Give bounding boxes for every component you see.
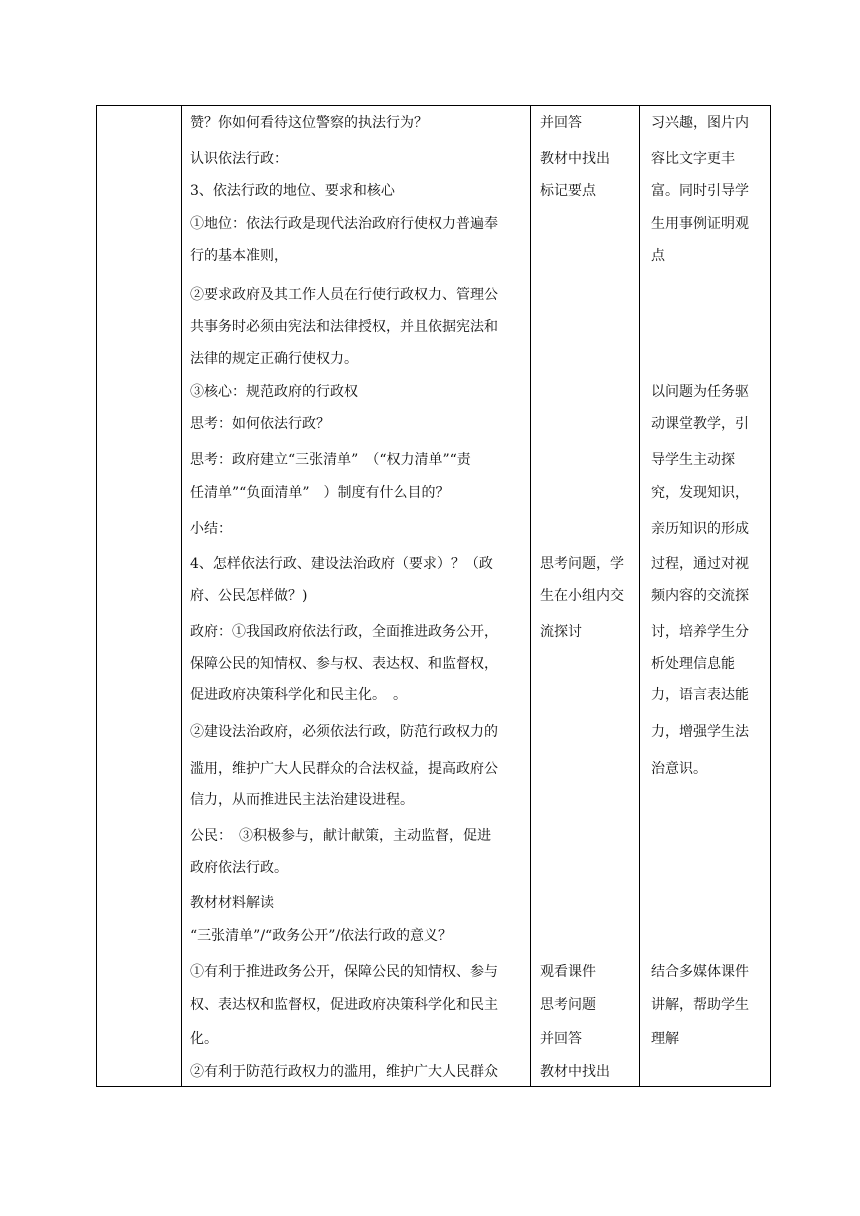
content-line: 法律的规定正确行使权力。 — [190, 351, 358, 367]
content-line: 促进政府决策科学化和民主化。 。 — [190, 687, 407, 703]
intent-line: 结合多媒体课件 — [651, 964, 749, 980]
content-line: 信力，从而推进民主法治建设进程。 — [190, 792, 414, 808]
intent-line: 治意识。 — [651, 761, 707, 777]
intent-line: 富。同时引导学 — [651, 183, 749, 199]
intent-line: 究，发现知识， — [651, 485, 749, 501]
teaching-content-cell — [182, 106, 531, 1087]
content-line: 政府：①我国政府依法行政，全面推进政务公开， — [190, 624, 498, 640]
empty-cell — [97, 106, 182, 1087]
activity-line: 生在小组内交 — [540, 588, 624, 604]
intent-line: 导学生主动探 — [651, 452, 735, 468]
content-line: 思考：如何依法行政？ — [190, 416, 330, 432]
activity-line: 流探讨 — [540, 624, 582, 640]
content-line: ③核心：规范政府的行政权 — [190, 384, 358, 400]
intent-line: 力，语言表达能 — [651, 687, 749, 703]
activity-line: 思考问题 — [540, 997, 596, 1013]
activity-line: 教材中找出 — [540, 151, 610, 167]
design-intent-cell — [640, 106, 771, 1087]
content-line: 权、表达权和监督权，促进政府决策科学化和民主 — [190, 997, 498, 1013]
content-line: ②建设法治政府，必须依法行政，防范行政权力的 — [190, 724, 498, 740]
content-line: 思考：政府建立“三张清单” （“权力清单”“责 — [190, 452, 471, 468]
student-activity-cell — [531, 106, 640, 1087]
intent-line: 力，增强学生法 — [651, 724, 749, 740]
activity-line: 观看课件 — [540, 964, 596, 980]
intent-line: 容比文字更丰 — [651, 151, 735, 167]
content-line: 行的基本准则， — [190, 248, 288, 264]
content-line: 小结： — [190, 521, 232, 537]
intent-line: 频内容的交流探 — [651, 588, 749, 604]
content-line: 共事务时必须由宪法和法律授权，并且依据宪法和 — [190, 319, 498, 335]
content-line: 保障公民的知情权、参与权、表达权、和监督权， — [190, 656, 498, 672]
intent-line: 析处理信息能 — [651, 656, 735, 672]
content-line: 公民： ③积极参与，献计献策，主动监督，促进 — [190, 828, 491, 844]
intent-line: 理解 — [651, 1031, 679, 1047]
content-line: 认识依法行政： — [190, 151, 288, 167]
content-line: 滥用，维护广大人民群众的合法权益，提高政府公 — [190, 761, 498, 777]
content-line: 任清单”“负面清单” ）制度有什么目的？ — [190, 485, 450, 501]
intent-line: 动课堂教学，引 — [651, 416, 749, 432]
intent-line: 生用事例证明观 — [651, 216, 749, 232]
intent-line: 点 — [651, 248, 665, 264]
content-line: 4、怎样依法行政、建设法治政府（要求）？（政 — [190, 556, 493, 572]
content-line: “三张清单”/“政务公开”/依法行政的意义？ — [190, 928, 453, 944]
intent-line: 过程，通过对视 — [651, 556, 749, 572]
content-line: 3、依法行政的地位、要求和核心 — [190, 183, 395, 199]
content-line: ①地位：依法行政是现代法治政府行使权力普遍奉 — [190, 216, 498, 232]
content-line: 教材材料解读 — [190, 895, 274, 911]
intent-line: 讲解，帮助学生 — [651, 997, 749, 1013]
intent-line: 亲历知识的形成 — [651, 521, 749, 537]
content-line: 府、公民怎样做？) — [190, 588, 308, 604]
activity-line: 并回答 — [540, 1031, 582, 1047]
activity-line: 并回答 — [540, 115, 582, 131]
content-line: ②有利于防范行政权力的滥用，维护广大人民群众 — [190, 1064, 498, 1080]
intent-line: 习兴趣，图片内 — [651, 115, 749, 131]
content-line: 赞？你如何看待这位警察的执法行为？ — [190, 115, 428, 131]
intent-line: 以问题为任务驱 — [651, 384, 749, 400]
activity-line: 标记要点 — [540, 183, 596, 199]
content-line: ②要求政府及其工作人员在行使行政权力、管理公 — [190, 287, 498, 303]
lesson-plan-table — [96, 105, 771, 1087]
content-line: 化。 — [190, 1031, 218, 1047]
intent-line: 讨，培养学生分 — [651, 624, 749, 640]
content-line: ①有利于推进政务公开，保障公民的知情权、参与 — [190, 964, 498, 980]
content-line: 政府依法行政。 — [190, 860, 288, 876]
activity-line: 思考问题，学 — [540, 556, 624, 572]
activity-line: 教材中找出 — [540, 1064, 610, 1080]
table-row — [97, 106, 771, 1087]
